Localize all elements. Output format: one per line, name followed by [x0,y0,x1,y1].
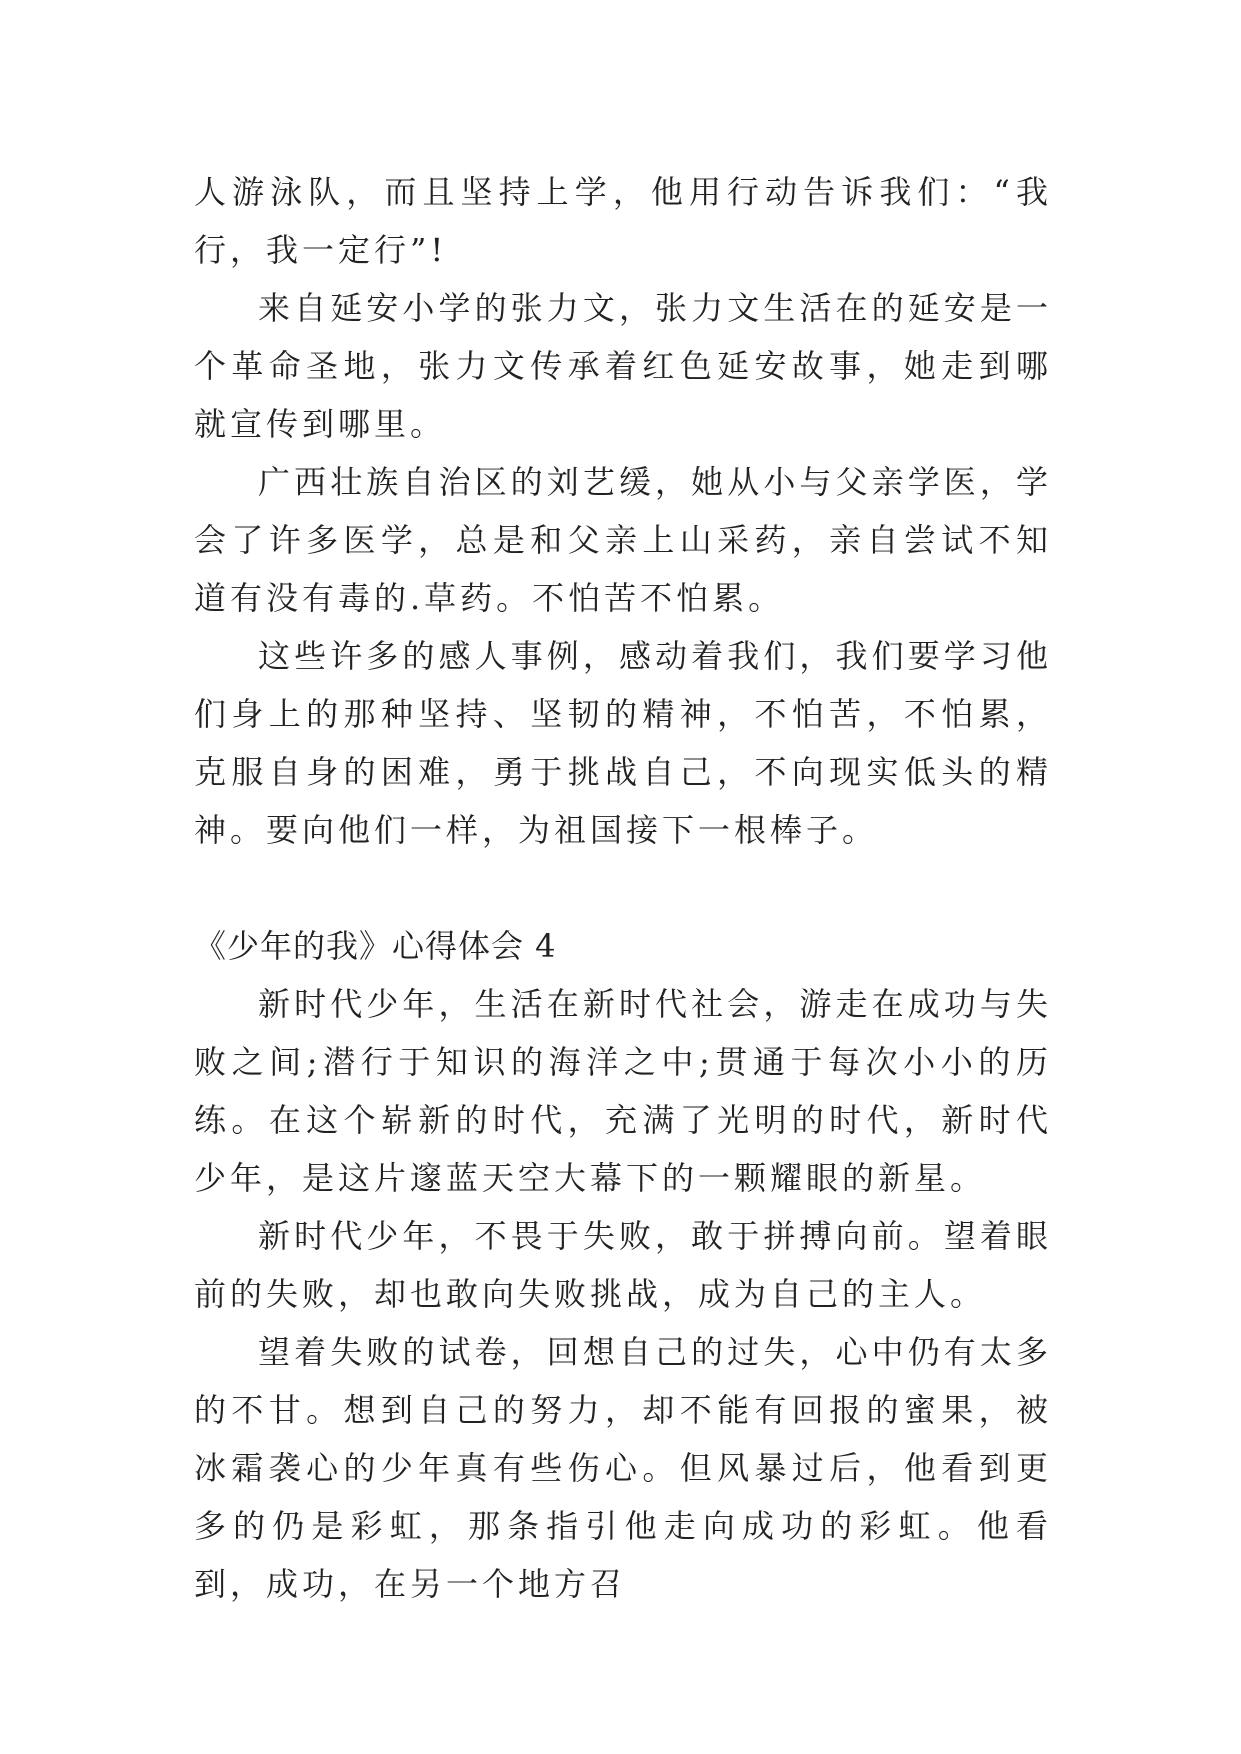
paragraph: 这些许多的感人事例，感动着我们，我们要学习他们身上的那种坚持、坚韧的精神，不怕苦，不怕累，克服自身的困难，勇于挑战自己，不向现实低头的精神。要向他们一样，为祖国接下一根棒子。 [194,637,1052,849]
section-heading: 《少年的我》心得体会 4 [194,927,557,965]
paragraph: 望着失败的试卷，回想自己的过失，心中仍有太多的不甘。想到自己的努力，却不能有回报的蜜果，被冰霜袭心的少年真有些伤心。但风暴过后，他看到更多的仍是彩虹，那条指引他走向成功的彩虹。他看到，成功，在另一个地方召 [194,1333,1052,1603]
paragraph-continuation: 人游泳队，而且坚持上学，他用行动告诉我们：“我行，我一定行”! [194,173,1052,269]
paragraph: 广西壮族自治区的刘艺缓，她从小与父亲学医，学会了许多医学，总是和父亲上山采药，亲自尝试不知道有没有毒的.草药。不怕苦不怕累。 [194,463,1052,617]
section-spacer [194,859,1052,917]
paragraph: 新时代少年，生活在新时代社会，游走在成功与失败之间;潜行于知识的海洋之中;贯通于每次小小的历练。在这个崭新的时代，充满了光明的时代，新时代少年，是这片邃蓝天空大幕下的一颗耀眼的新星。 [194,985,1052,1197]
document-body [194,163,1052,1613]
paragraph: 来自延安小学的张力文，张力文生活在的延安是一个革命圣地，张力文传承着红色延安故事，她走到哪就宣传到哪里。 [194,289,1052,443]
paragraph: 新时代少年，不畏于失败，敢于拼搏向前。望着眼前的失败，却也敢向失败挑战，成为自己的主人。 [194,1217,1052,1313]
